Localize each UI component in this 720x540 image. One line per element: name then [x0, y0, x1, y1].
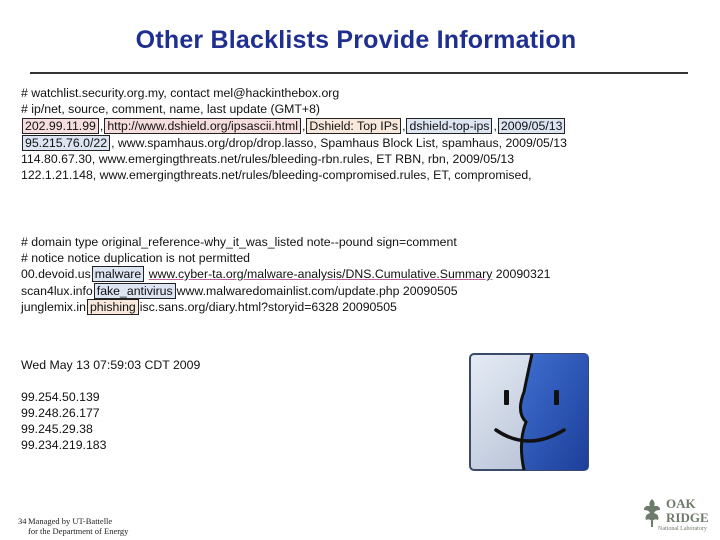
title-divider [30, 72, 688, 74]
watchlist-row-dshield: 202.99.11.99 , http://www.dshield.org/ipsascii.html , Dshield: Top IPs , dshield-top-ips , 2009/05/13 [21, 118, 566, 135]
text-line: # notice notice duplication is not permitted [21, 251, 250, 265]
domain-row [21, 283, 458, 300]
leaf-icon [640, 497, 664, 527]
domain-text: 00.devoid.us [21, 267, 91, 281]
ip-list-item: 99.234.219.183 [21, 438, 107, 452]
logo-word-oak: OAK [666, 496, 696, 511]
ip-box: 202.99.11.99 [22, 118, 99, 134]
url-box: http://www.dshield.org/ipsascii.html [104, 118, 301, 134]
text-line: # watchlist.security.org.my, contact mel@hackinthebox.org [21, 86, 340, 100]
slide-number: 34 [18, 516, 27, 526]
domain-row [21, 299, 397, 316]
text-line: 122.1.21.148, www.emergingthreats.net/rules/bleeding-compromised.rules, ET, compromised, [21, 168, 532, 182]
ip-list-item: 99.245.29.38 [21, 422, 93, 436]
domain-text: scan4lux.info [21, 284, 93, 298]
row-text: www.malwaredomainlist.com/update.php 20090505 [176, 284, 458, 298]
logo-word-ridge: RIDGE [666, 510, 709, 525]
oak-ridge-logo [640, 495, 716, 535]
text-line: 114.80.67.30, www.emergingthreats.net/rules/bleeding-rbn.rules, ET RBN, rbn, 2009/05/13 [21, 152, 515, 166]
slide-title: Other Blacklists Provide Information [135, 26, 577, 54]
mac-finder-icon [468, 352, 590, 472]
date-box: 2009/05/13 [498, 118, 566, 134]
row-text: isc.sans.org/diary.html?storyid=6328 20090505 [139, 300, 397, 314]
watchlist-row-spamhaus [21, 135, 567, 152]
type-box: phishing [87, 299, 139, 315]
logo-subtitle: National Laboratory [658, 526, 707, 532]
reference-link: www.cyber-ta.org/malware-analysis/DNS.Cumulative.Summary [148, 267, 493, 281]
name-box: dshield-top-ips [406, 118, 492, 134]
text-line: # ip/net, source, comment, name, last update (GMT+8) [21, 102, 321, 116]
net-box: 95.215.76.0/22 [22, 135, 110, 151]
ip-list-item: 99.248.26.177 [21, 406, 100, 420]
type-box: malware [92, 266, 144, 282]
type-box: fake_antivirus [94, 283, 176, 299]
domain-row [21, 266, 551, 283]
row-text: , www.spamhaus.org/drop/drop.lasso, Spamhaus Block List, spamhaus, 2009/05/13 [111, 136, 567, 150]
date-text: 20090321 [495, 267, 551, 281]
domain-text: junglemix.in [21, 300, 86, 314]
ip-list-item: 99.254.50.139 [21, 390, 100, 404]
text-line: # domain type original_reference-why_it_was_listed note--pound sign=comment [21, 235, 457, 249]
comment-box: Dshield: Top IPs [306, 118, 401, 134]
timestamp: Wed May 13 07:59:03 CDT 2009 [21, 358, 201, 372]
footer-text: Managed by UT-Battelle for the Department of Energy [28, 516, 129, 536]
